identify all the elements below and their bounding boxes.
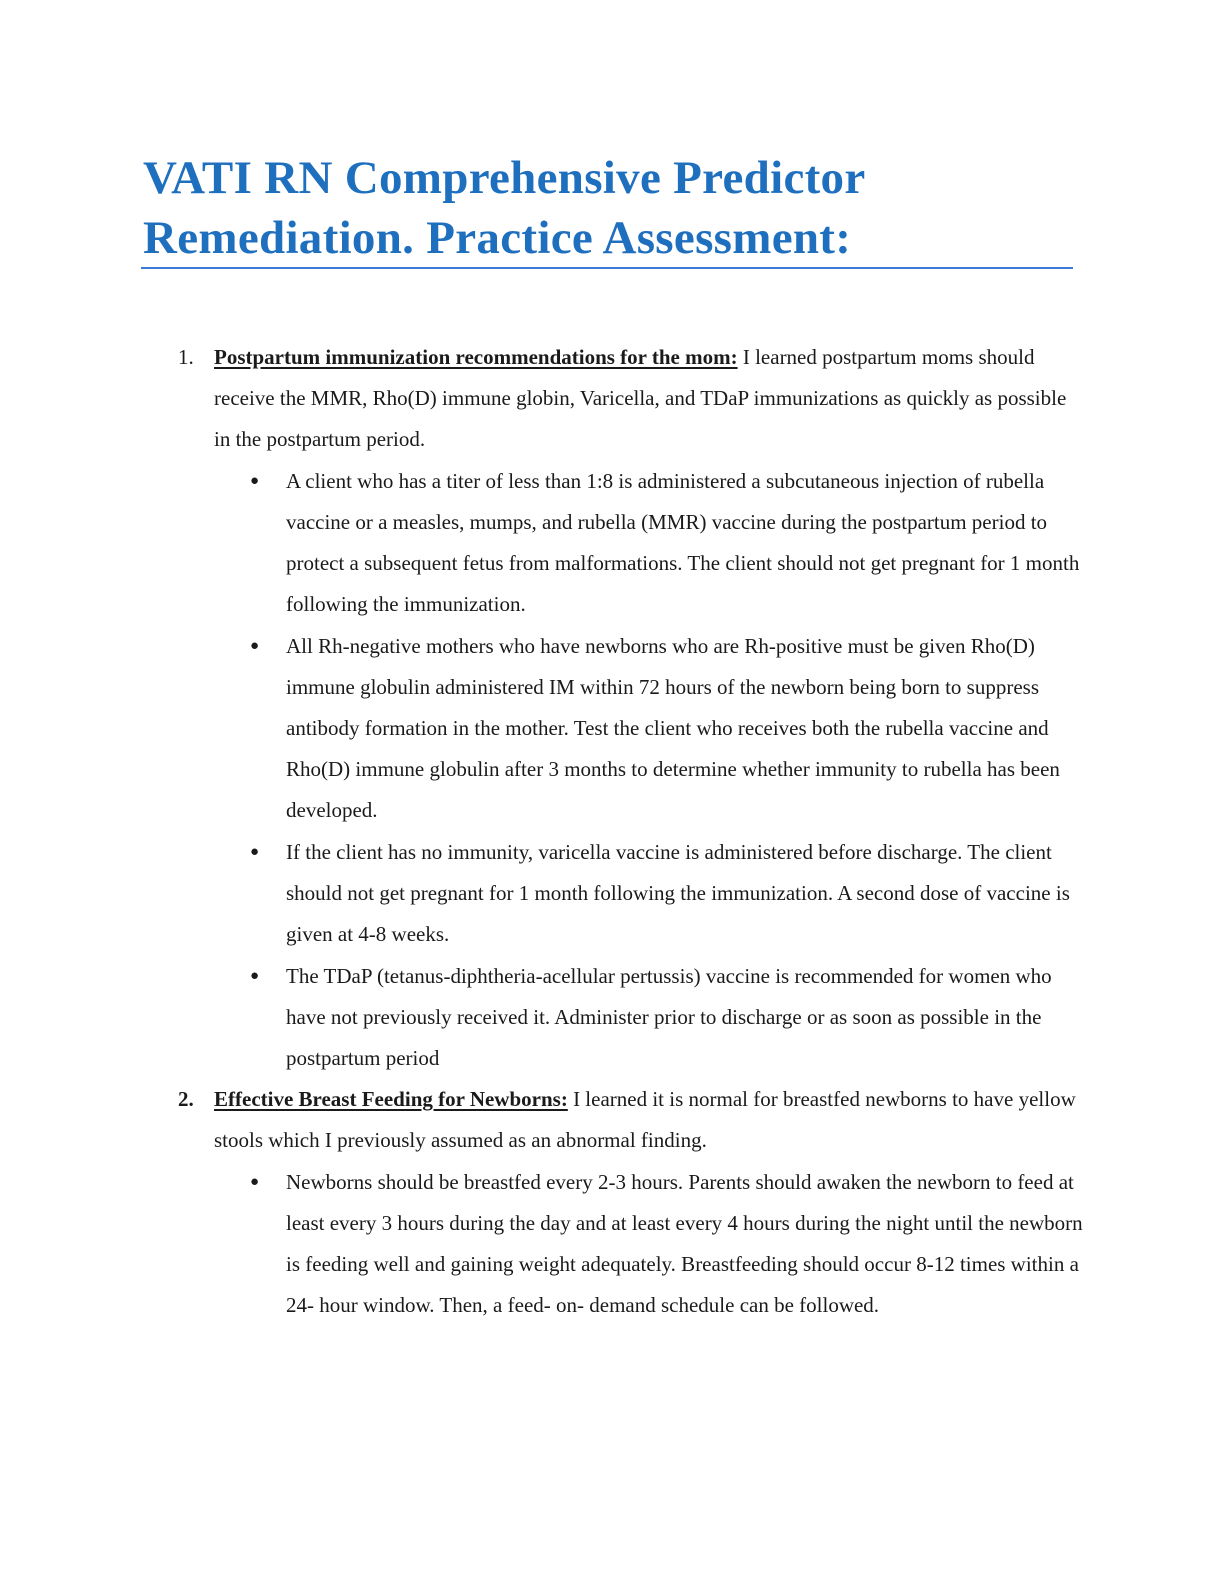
numbered-item-1: [0, 337, 1224, 460]
page-title: VATI RN Comprehensive Predictor Remediation. Practice Assessment:: [143, 152, 865, 264]
bullet-item: [0, 461, 1224, 625]
bullet-item: [0, 1162, 1224, 1326]
bullet-item: [0, 956, 1224, 1079]
title-divider: [141, 267, 1073, 269]
bullet-text: The TDaP (tetanus-diphtheria-acellular pertussis) vaccine is recommended for women who have not previously received it. Administer prior to discharge or as soon as possible in the postpartum period: [286, 964, 1052, 1070]
item-text: I learned it is normal for breastfed newborns to have yellow stools which I previously assumed as an abnormal finding.: [214, 1087, 1076, 1152]
bullet-text: A client who has a titer of less than 1:8 is administered a subcutaneous injection of rubella vaccine or a measles, mumps, and rubella (MMR) vaccine during the postpartum period to protect a subsequent fetus from malformations. The client should not get pregnant for 1 month following the immunization.: [286, 469, 1080, 616]
bullet-icon: ●: [250, 638, 260, 654]
numbered-item-2: [0, 1079, 1224, 1161]
bullet-text: If the client has no immunity, varicella vaccine is administered before discharge. The client should not get pregnant for 1 month following the immunization. A second dose of vaccine is given at 4-8 weeks.: [286, 840, 1070, 946]
item-number: 1.: [178, 345, 194, 369]
item-heading: Postpartum immunization recommendations for the mom:: [214, 345, 738, 369]
bullet-list: [0, 461, 1224, 1079]
bullet-icon: ●: [250, 473, 260, 489]
bullet-text: Newborns should be breastfed every 2-3 hours. Parents should awaken the newborn to feed at least every 3 hours during the day and at least every 4 hours during the night until the newborn is feeding well and gaining weight adequately. Breastfeeding should occur 8-12 times within a 24- hour window. Then, a feed- on- demand schedule can be followed.: [286, 1170, 1083, 1317]
item-text: I learned postpartum moms should receive the MMR, Rho(D) immune globin, Varicella, and TDaP immunizations as quickly as possible in the postpartum period.: [214, 345, 1067, 451]
bullet-icon: ●: [250, 844, 260, 860]
bullet-text: All Rh-negative mothers who have newborns who are Rh-positive must be given Rho(D) immune globulin administered IM within 72 hours of the newborn being born to suppress antibody formation in the mother. Test the client who receives both the rubella vaccine and Rho(D) immune globulin after 3 months to determine whether immunity to rubella has been developed.: [286, 634, 1060, 822]
document-body: [0, 337, 1224, 1326]
bullet-icon: ●: [250, 968, 260, 984]
item-number: 2.: [178, 1087, 194, 1111]
item-heading: Effective Breast Feeding for Newborns:: [214, 1087, 568, 1111]
bullet-item: [0, 626, 1224, 831]
bullet-list: [0, 1162, 1224, 1326]
bullet-icon: ●: [250, 1174, 260, 1190]
bullet-item: [0, 832, 1224, 955]
